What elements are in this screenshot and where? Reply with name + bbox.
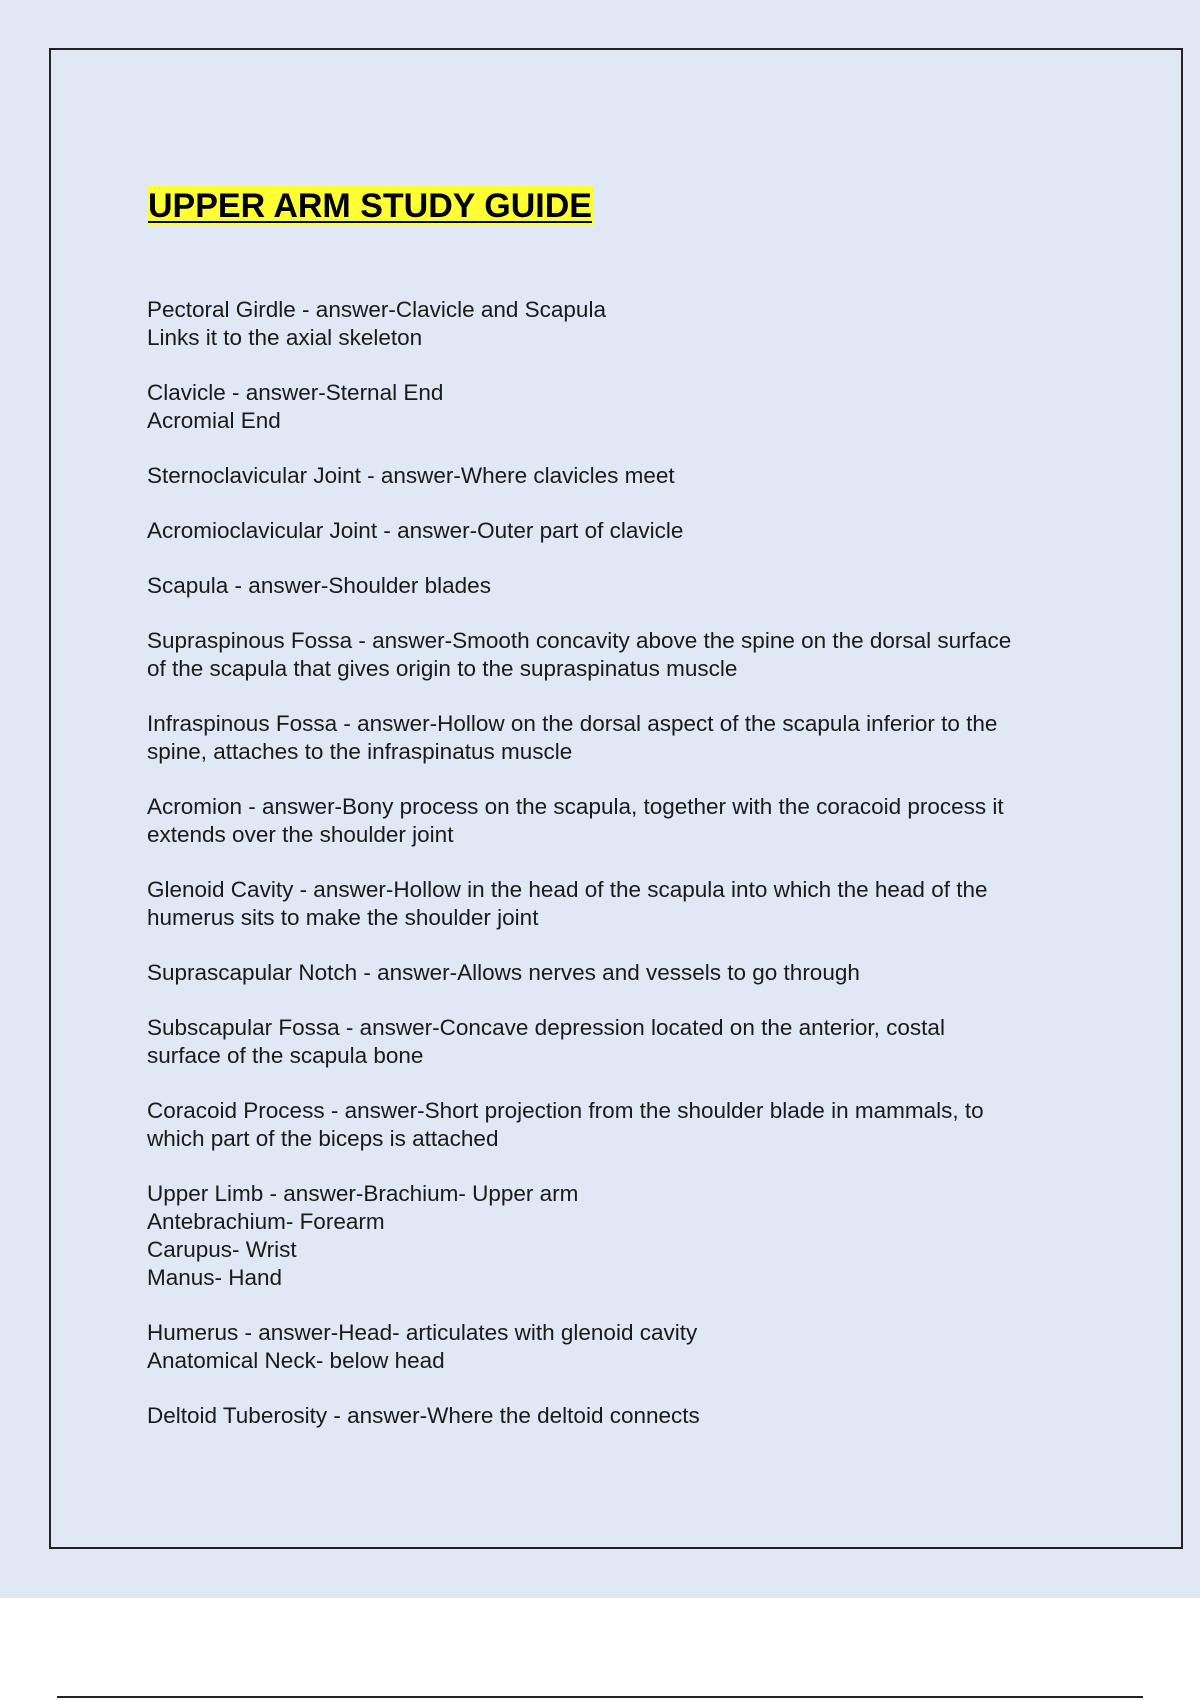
entry-line: Acromioclavicular Joint - answer-Outer part of clavicle [147,518,684,543]
entry-line: Carupus- Wrist [147,1237,297,1262]
entry [147,572,1147,600]
document-title: UPPER ARM STUDY GUIDE [148,187,592,225]
entry-line: Antebrachium- Forearm [147,1209,385,1234]
entry-line: Humerus - answer-Head- articulates with glenoid cavity [147,1320,698,1345]
entry-line: Links it to the axial skeleton [147,325,423,350]
entry [147,710,1147,766]
entry [147,627,1147,683]
entry [147,876,1147,932]
entry [147,517,1147,545]
entry-line: Infraspinous Fossa - answer-Hollow on the dorsal aspect of the scapula inferior to the [147,711,998,736]
document-frame [49,48,1183,1549]
entry [147,1402,1147,1430]
entry-line: spine, attaches to the infraspinatus muscle [147,739,573,764]
entry [147,1319,1147,1375]
entry-line: Subscapular Fossa - answer-Concave depression located on the anterior, costal [147,1015,945,1040]
entry [147,959,1147,987]
entry-line: Pectoral Girdle - answer-Clavicle and Scapula [147,297,606,322]
entry-line: Manus- Hand [147,1265,283,1290]
entry-line: Anatomical Neck- below head [147,1348,445,1373]
entry-line: extends over the shoulder joint [147,822,454,847]
entry [147,1180,1147,1292]
entry-line: Deltoid Tuberosity - answer-Where the deltoid connects [147,1403,700,1428]
entry-line: Scapula - answer-Shoulder blades [147,573,491,598]
entry-line: Acromion - answer-Bony process on the scapula, together with the coracoid process it [147,794,1004,819]
footer-divider [57,1696,1143,1698]
entry [147,296,1147,352]
entry-line: of the scapula that gives origin to the supraspinatus muscle [147,656,738,681]
entry [147,462,1147,490]
entry-line: Suprascapular Notch - answer-Allows nerves and vessels to go through [147,960,860,985]
entry-line: Supraspinous Fossa - answer-Smooth concavity above the spine on the dorsal surface [147,628,1012,653]
entry [147,1097,1147,1153]
entry-line: humerus sits to make the shoulder joint [147,905,539,930]
document-content [147,186,1147,1457]
entry-line: which part of the biceps is attached [147,1126,499,1151]
entry [147,379,1147,435]
entry-line: Upper Limb - answer-Brachium- Upper arm [147,1181,579,1206]
entry-list [147,296,1147,1430]
entry-line: surface of the scapula bone [147,1043,424,1068]
entry-line: Glenoid Cavity - answer-Hollow in the head of the scapula into which the head of the [147,877,988,902]
entry [147,793,1147,849]
entry-line: Coracoid Process - answer-Short projection from the shoulder blade in mammals, to [147,1098,984,1123]
entry-line: Clavicle - answer-Sternal End [147,380,444,405]
entry-line: Acromial End [147,408,281,433]
entry [147,1014,1147,1070]
entry-line: Sternoclavicular Joint - answer-Where clavicles meet [147,463,675,488]
